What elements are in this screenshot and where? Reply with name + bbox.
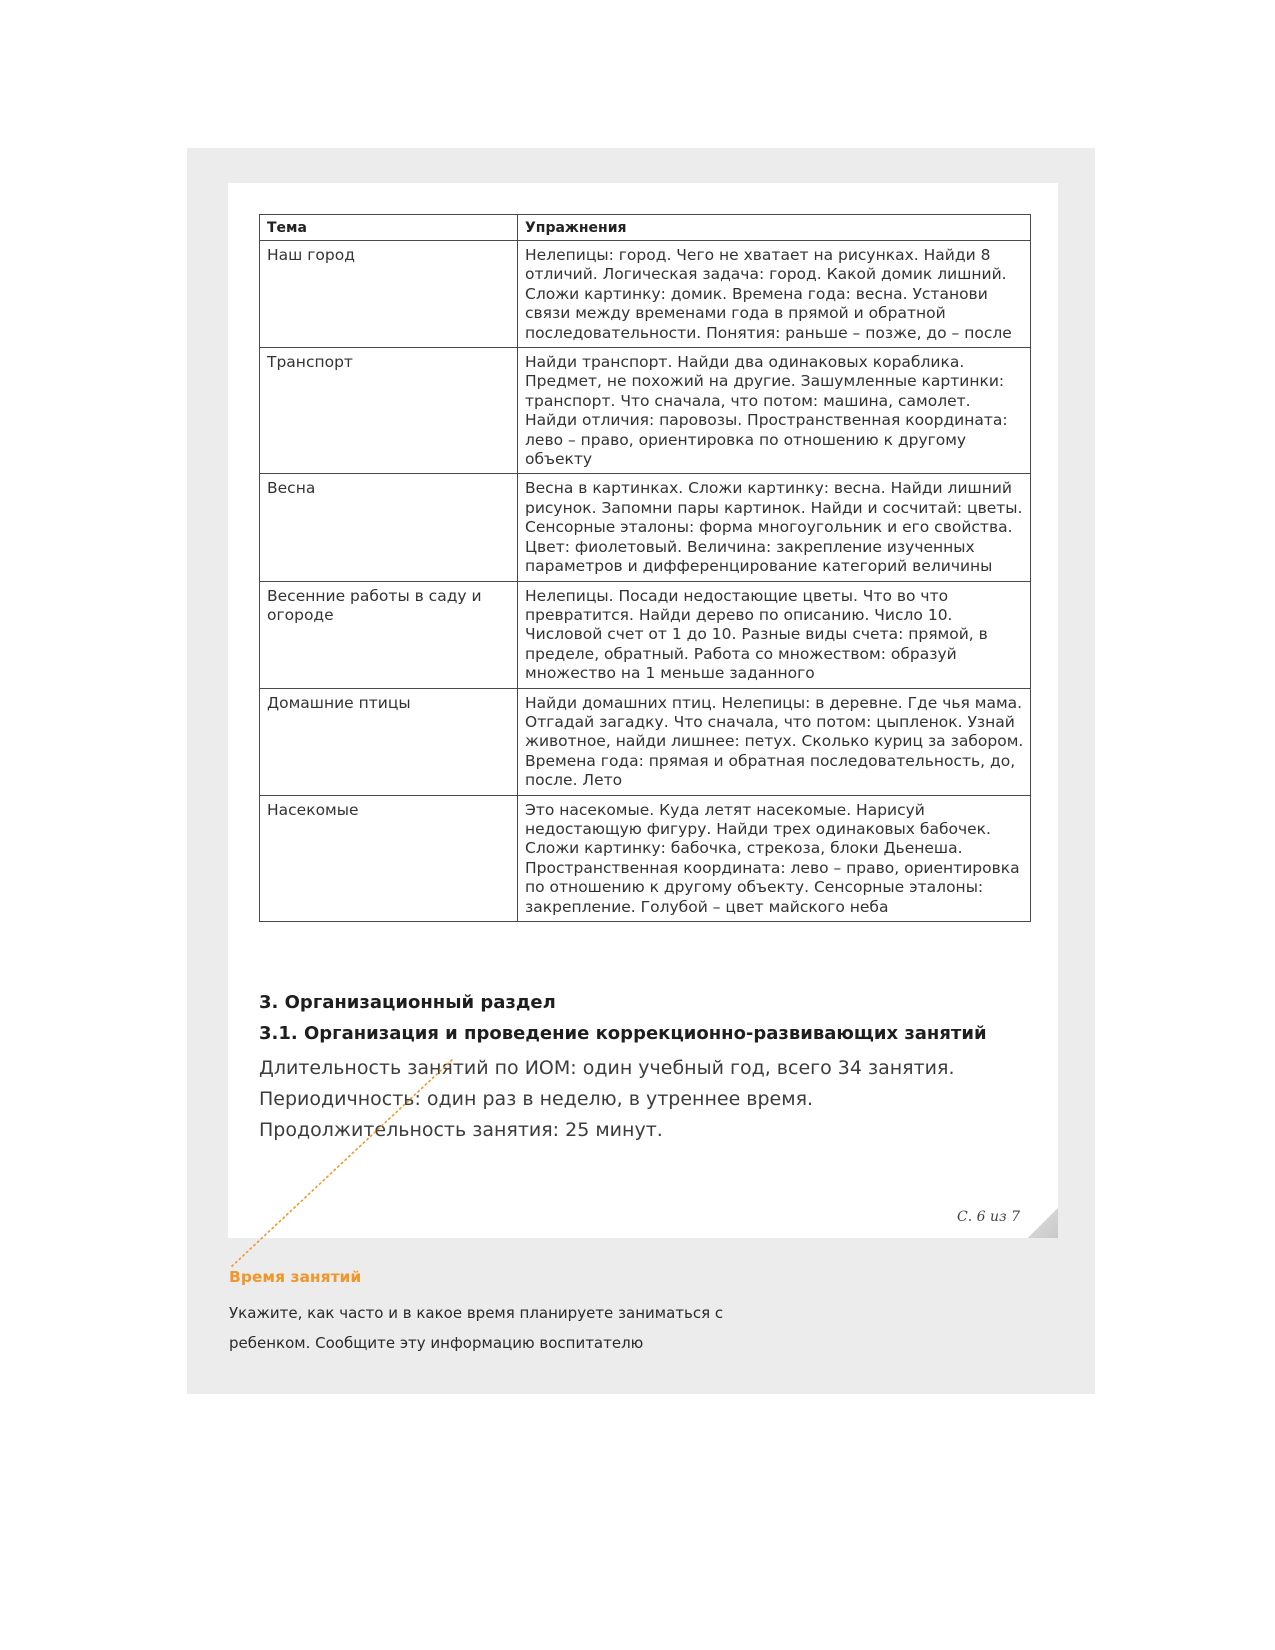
exercises-cell: Найди домашних птиц. Нелепицы: в деревне. Где чья мама. Отгадай загадку. Что сначала, что потом: цыпленок. Узнай животное, найди лишнее: петух. Сколько куриц за забором. Времена года: прямая и обратная последовательность, до, после. Лето (518, 688, 1031, 795)
callout-title: Время занятий (229, 1268, 362, 1286)
exercises-cell: Весна в картинках. Сложи картинку: весна. Найди лишний рисунок. Запомни пары картинок. Найди и сосчитай: цветы. Сенсорные эталоны: форма многоугольник и его свойства. Цвет: фиолетовый. Величина: закрепление изученных параметров и дифференцирование категорий величины (518, 474, 1031, 581)
exercises-cell: Нелепицы: город. Чего не хватает на рисунках. Найди 8 отличий. Логическая задача: город. Какой домик лишний. Сложи картинку: домик. Времена года: весна. Установи связи между временами года в прямой и обратной последовательности. Понятия: раньше – позже, до – после (518, 241, 1031, 348)
topic-cell: Домашние птицы (260, 688, 518, 795)
exercises-cell: Найди транспорт. Найди два одинаковых кораблика. Предмет, не похожий на другие. Зашумленные картинки: транспорт. Что сначала, что потом: машина, самолет. Найди отличия: паровозы. Пространственная координата: лево – право, ориентировка по отношению к другому объекту (518, 348, 1031, 474)
callout-text: Укажите, как часто и в какое время планируете заниматься с ребенком. Сообщите эту информацию воспитателю (229, 1304, 724, 1352)
exercises-cell: Это насекомые. Куда летят насекомые. Нарисуй недостающую фигуру. Найди трех одинаковых бабочек. Сложи картинку: бабочка, стрекоза, блоки Дьенеша. Пространственная координата: лево – право, ориентировка по отношению к другому объекту. Сенсорные эталоны: закрепление. Голубой – цвет майского неба (518, 795, 1031, 921)
section-title: 3. Организационный раздел (259, 992, 556, 1013)
page-number: С. 6 из 7 (957, 1209, 1020, 1225)
topic-cell: Весенние работы в саду и огороде (260, 581, 518, 688)
column-header-exercises: Упражнения (518, 215, 1031, 241)
subsection-title: 3.1. Организация и проведение коррекционно-развивающих занятий (259, 1023, 987, 1044)
topic-cell: Транспорт (260, 348, 518, 474)
topic-cell: Наш город (260, 241, 518, 348)
duration-line: Длительность занятий по ИОМ: один учебный год, всего 34 занятия. (259, 1057, 955, 1079)
column-header-topic: Тема (260, 215, 518, 241)
exercises-cell: Нелепицы. Посади недостающие цветы. Что во что превратится. Найди дерево по описанию. Число 10. Числовой счет от 1 до 10. Разные виды счета: прямой, в пределе, обратный. Работа со множеством: образуй множество на 1 меньше заданного (518, 581, 1031, 688)
session-length-line: Продолжительность занятия: 25 минут. (259, 1119, 663, 1141)
topic-cell: Насекомые (260, 795, 518, 921)
frequency-line: Периодичность: один раз в неделю, в утреннее время. (259, 1088, 814, 1110)
topic-cell: Весна (260, 474, 518, 581)
